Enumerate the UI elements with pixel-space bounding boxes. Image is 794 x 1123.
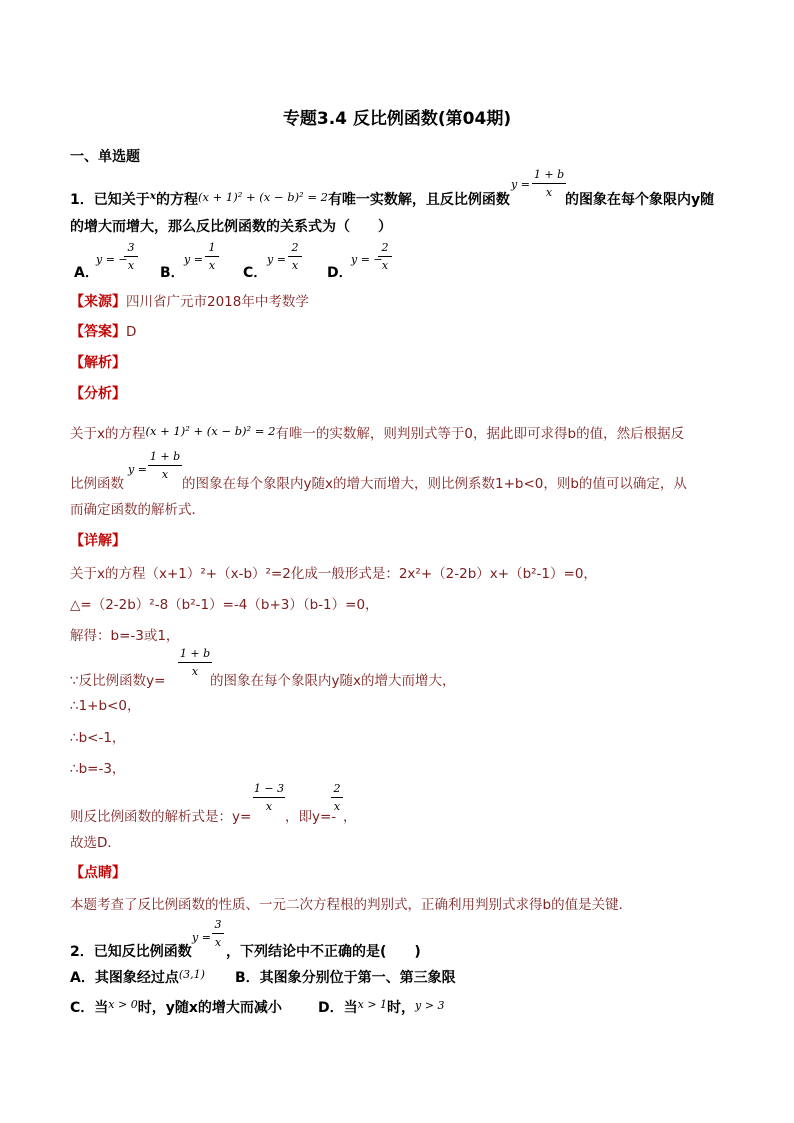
q1-fenxi-frac-num: 1 + b — [149, 450, 181, 463]
q1-stem-text-a: 1．已知关于 — [70, 192, 150, 208]
q1-analysis-label: 【解析】 — [70, 355, 126, 371]
q1-detail-4b: 的图象在每个象限内y随x的增大而增大， — [210, 673, 456, 689]
q1-stem-line1 — [70, 189, 510, 209]
q1-detail-frac2 — [331, 782, 343, 813]
q1-detail-line7: ∴b=-3， — [70, 761, 126, 777]
q2-option-d — [318, 997, 444, 1017]
q1-dianjing-text: 本题考查了反比例函数的性质、一元二次方程根的判别式，正确利用判别式求得b的值是关键． — [70, 897, 633, 913]
q1-detail-line3: 解得：b=-3或1， — [70, 628, 180, 644]
q2-option-c-cond: x > 0 — [108, 998, 138, 1011]
q1-stem-line1-end — [565, 189, 714, 209]
q1-option-b-letter: B． — [160, 265, 185, 281]
q1-stem-line2: 的增大而增大，那么反比例函数的关系式为（ ） — [70, 219, 392, 235]
q2-stem-a: 2．已知反比例函数 — [70, 944, 192, 960]
q1-detail-line9: 故选D． — [70, 835, 121, 851]
q1-option-c-fraction — [288, 241, 302, 272]
q1-stem-text-e: y随 — [691, 192, 715, 208]
q1-fenxi-2b: 的图象在每个象限内y随x的增大而增大，则比例系数1+b<0，则b的值可以确定，从 — [182, 476, 687, 492]
q2-frac-den: x — [214, 936, 222, 949]
q1-option-d-lhs: y = − — [351, 253, 383, 266]
q1-option-c-num: 2 — [291, 241, 299, 254]
q1-answer-row — [70, 321, 136, 341]
q1-option-a-den: x — [127, 259, 135, 272]
q1-fenxi-frac-den: x — [161, 468, 169, 481]
q1-option-d-letter: D． — [327, 265, 353, 281]
q1-option-b-den: x — [208, 259, 216, 272]
q1-detail-frac2-num: 2 — [333, 782, 341, 795]
q1-detail-fraction — [178, 647, 212, 678]
q1-stem-text-d: 的图象在每个象限内 — [565, 192, 691, 208]
q1-stem-text-c: 有唯一实数解，且反比例函数 — [327, 192, 510, 208]
q1-source-label: 【来源】 — [70, 294, 126, 310]
q1-main-fraction — [532, 168, 566, 199]
q1-detail-line1: 关于x的方程（x+1）²+（x-b）²=2化成一般形式是：2x²+（2-2b）x+（b²-1）=0， — [70, 566, 597, 582]
q1-stem-text-b: 的方程 — [156, 192, 199, 208]
q1-detail-frac1 — [253, 782, 285, 813]
q1-option-a-letter: A． — [74, 265, 99, 281]
q1-main-frac-lhs: y = — [511, 178, 530, 191]
q1-option-a-num: 3 — [127, 241, 135, 254]
q1-fenxi-2a: 比例函数 — [70, 476, 124, 492]
q2-option-d-text-a: D．当 — [318, 1000, 358, 1016]
q1-fenxi-label: 【分析】 — [70, 386, 126, 402]
q1-detail-line5: ∴1+b<0， — [70, 698, 141, 714]
q1-option-c-den: x — [291, 259, 299, 272]
section-heading: 一、单选题 — [70, 149, 140, 165]
q2-option-d-text-b: 时， — [387, 1000, 416, 1016]
q2-frac-num: 3 — [214, 918, 222, 931]
q1-detail-label: 【详解】 — [70, 533, 126, 549]
q2-option-c-text-b: 时，y随x的增大而减小 — [137, 1000, 282, 1016]
q1-fenxi-1b: 有唯一的实数解，则判别式等于0，据此即可求得b的值，然后根据反 — [275, 426, 685, 442]
q1-fenxi-1a: 关于x的方程 — [70, 426, 146, 442]
q1-option-d-num: 2 — [381, 241, 389, 254]
q1-detail-8c: ， — [343, 809, 357, 825]
q1-option-b-lhs: y = — [184, 253, 203, 266]
q1-main-frac-den: x — [545, 186, 553, 199]
q1-detail-frac1-num: 1 − 3 — [253, 782, 285, 795]
q1-dianjing-label: 【点睛】 — [70, 865, 126, 881]
q1-option-b-fraction — [205, 241, 219, 272]
q1-detail-8a: 则反比例函数的解析式是：y= — [70, 809, 252, 825]
q2-option-c — [70, 997, 282, 1017]
q1-fenxi-fraction — [148, 450, 182, 481]
q2-stem-b: ，下列结论中不正确的是( ) — [226, 944, 421, 960]
q1-answer-label: 【答案】 — [70, 324, 126, 340]
q2-option-d-cond: x > 1 — [357, 998, 388, 1011]
q1-detail-frac1-den: x — [265, 800, 273, 813]
q2-stem-fraction — [212, 918, 224, 949]
q1-fenxi-equation: (x + 1)² + (x − b)² = 2 — [145, 424, 276, 438]
q1-detail-4a: ∵反比例函数y= — [70, 673, 166, 689]
q1-option-c-letter: C． — [243, 265, 268, 281]
q2-option-c-text-a: C．当 — [70, 1000, 109, 1016]
q1-main-frac-num: 1 + b — [533, 168, 565, 181]
q1-option-d-fraction — [378, 241, 392, 272]
q1-option-d-den: x — [381, 259, 389, 272]
q1-detail-frac2-den: x — [333, 800, 341, 813]
q1-detail-line6: ∴b<-1， — [70, 730, 126, 746]
q1-option-b-num: 1 — [208, 241, 216, 254]
q1-fenxi-line1 — [70, 422, 684, 442]
page-title: 专题3.4 反比例函数(第04期) — [282, 109, 512, 129]
q2-option-a-point: (3,1) — [178, 968, 205, 981]
q1-option-c-lhs: y = — [267, 253, 286, 266]
q1-fenxi-line3: 而确定函数的解析式． — [70, 502, 205, 518]
q1-fenxi-frac-lhs: y = — [128, 463, 147, 476]
q1-detail-8b: ，即y=- — [285, 809, 337, 825]
q1-answer-text: D — [126, 324, 137, 340]
q1-stem-var-x: x — [149, 190, 157, 202]
q2-frac-lhs: y = — [192, 931, 211, 944]
q2-option-a-text: A．其图象经过点 — [70, 970, 179, 986]
q1-detail-frac-num: 1 + b — [179, 647, 211, 660]
q2-option-d-result: y > 3 — [415, 999, 445, 1012]
q1-detail-frac-den: x — [191, 665, 199, 678]
q1-detail-line2: △=（2-2b）²-8（b²-1）=-4（b+3）（b-1）=0， — [70, 597, 379, 613]
q2-option-b: B．其图象分别位于第一、第三象限 — [235, 970, 456, 986]
q2-option-a — [70, 967, 205, 987]
q1-option-a-lhs: y = − — [96, 253, 128, 266]
q1-option-a-fraction — [124, 241, 138, 272]
q1-source-row — [70, 290, 309, 311]
q1-equation: (x + 1)² + (x − b)² = 2 — [198, 190, 328, 204]
q1-source-text: 四川省广元市2018年中考数学 — [126, 294, 309, 310]
